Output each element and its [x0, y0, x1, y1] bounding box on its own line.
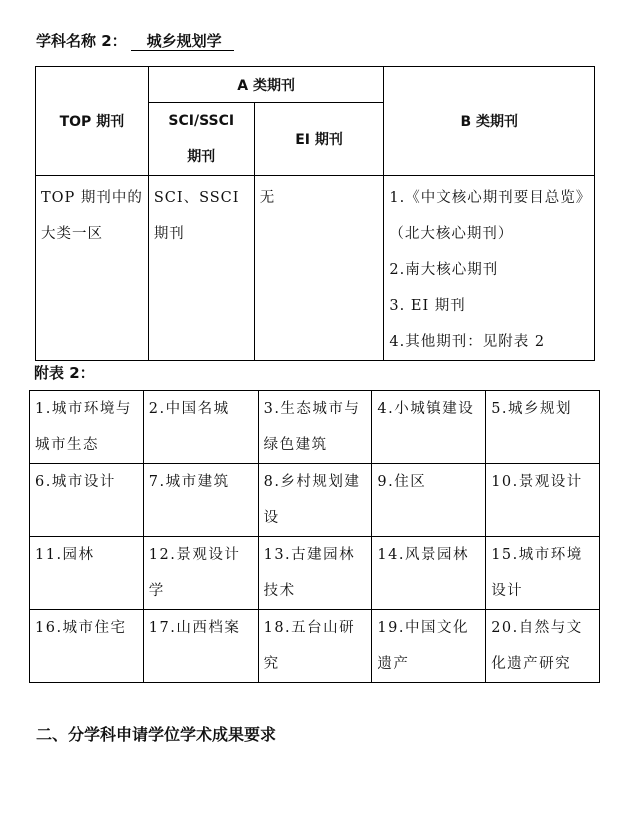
journal-cell: 18.五台山研究 — [258, 610, 372, 683]
header-ei: EI 期刊 — [254, 103, 384, 176]
subject-name: 城乡规划学 — [131, 32, 234, 51]
journal-cell: 19.中国文化遗产 — [372, 610, 486, 683]
cell-ei: 无 — [254, 176, 384, 361]
journal-cell: 16.城市住宅 — [30, 610, 144, 683]
b-class-item: 1.《中文核心期刊要目总览》（北大核心期刊） — [389, 190, 585, 242]
journal-cell: 5.城乡规划 — [486, 391, 600, 464]
journal-cell: 3.生态城市与绿色建筑 — [258, 391, 372, 464]
journal-cell: 2.中国名城 — [143, 391, 258, 464]
journal-cell: 9.住区 — [372, 464, 486, 537]
journal-cell: 7.城市建筑 — [143, 464, 258, 537]
b-class-item: 3. EI 期刊 — [389, 298, 466, 314]
header-b-class: B 类期刊 — [384, 67, 595, 176]
journal-cell: 8.乡村规划建设 — [258, 464, 372, 537]
subject-label: 学科名称 2： — [36, 32, 127, 50]
appendix-title: 附表 2： — [34, 364, 95, 382]
section-title: 二、分学科申请学位学术成果要求 — [36, 725, 277, 744]
journal-cell: 1.城市环境与城市生态 — [30, 391, 144, 464]
appendix-table — [29, 390, 600, 683]
header-sci-ssci — [148, 103, 254, 176]
journal-cell: 14.风景园林 — [372, 537, 486, 610]
journal-cell: 15.城市环境设计 — [486, 537, 600, 610]
table-row — [30, 610, 600, 683]
b-class-item: 4.其他期刊：见附表 2 — [389, 334, 546, 350]
journal-cell: 4.小城镇建设 — [372, 391, 486, 464]
journal-cell: 13.古建园林技术 — [258, 537, 372, 610]
journal-cell: 17.山西档案 — [143, 610, 258, 683]
journal-cell: 11.园林 — [30, 537, 144, 610]
table-row — [30, 537, 600, 610]
cell-top-journal: TOP 期刊中的大类一区 — [36, 176, 149, 361]
table-row — [30, 391, 600, 464]
b-class-item: 2.南大核心期刊 — [389, 262, 499, 278]
journal-cell: 20.自然与文化遗产研究 — [486, 610, 600, 683]
journal-table — [35, 66, 595, 361]
header-sci-ssci-line1: SCI/SSCI — [168, 113, 235, 129]
journal-cell: 12.景观设计学 — [143, 537, 258, 610]
table-row — [30, 464, 600, 537]
header-sci-ssci-line2: 期刊 — [187, 149, 216, 165]
cell-b-class — [384, 176, 595, 361]
journal-cell: 10.景观设计 — [486, 464, 600, 537]
journal-cell: 6.城市设计 — [30, 464, 144, 537]
header-top-journal: TOP 期刊 — [36, 67, 149, 176]
cell-sci-ssci: SCI、SSCI 期刊 — [148, 176, 254, 361]
header-a-class: A 类期刊 — [148, 67, 384, 103]
subject-line — [36, 30, 234, 51]
